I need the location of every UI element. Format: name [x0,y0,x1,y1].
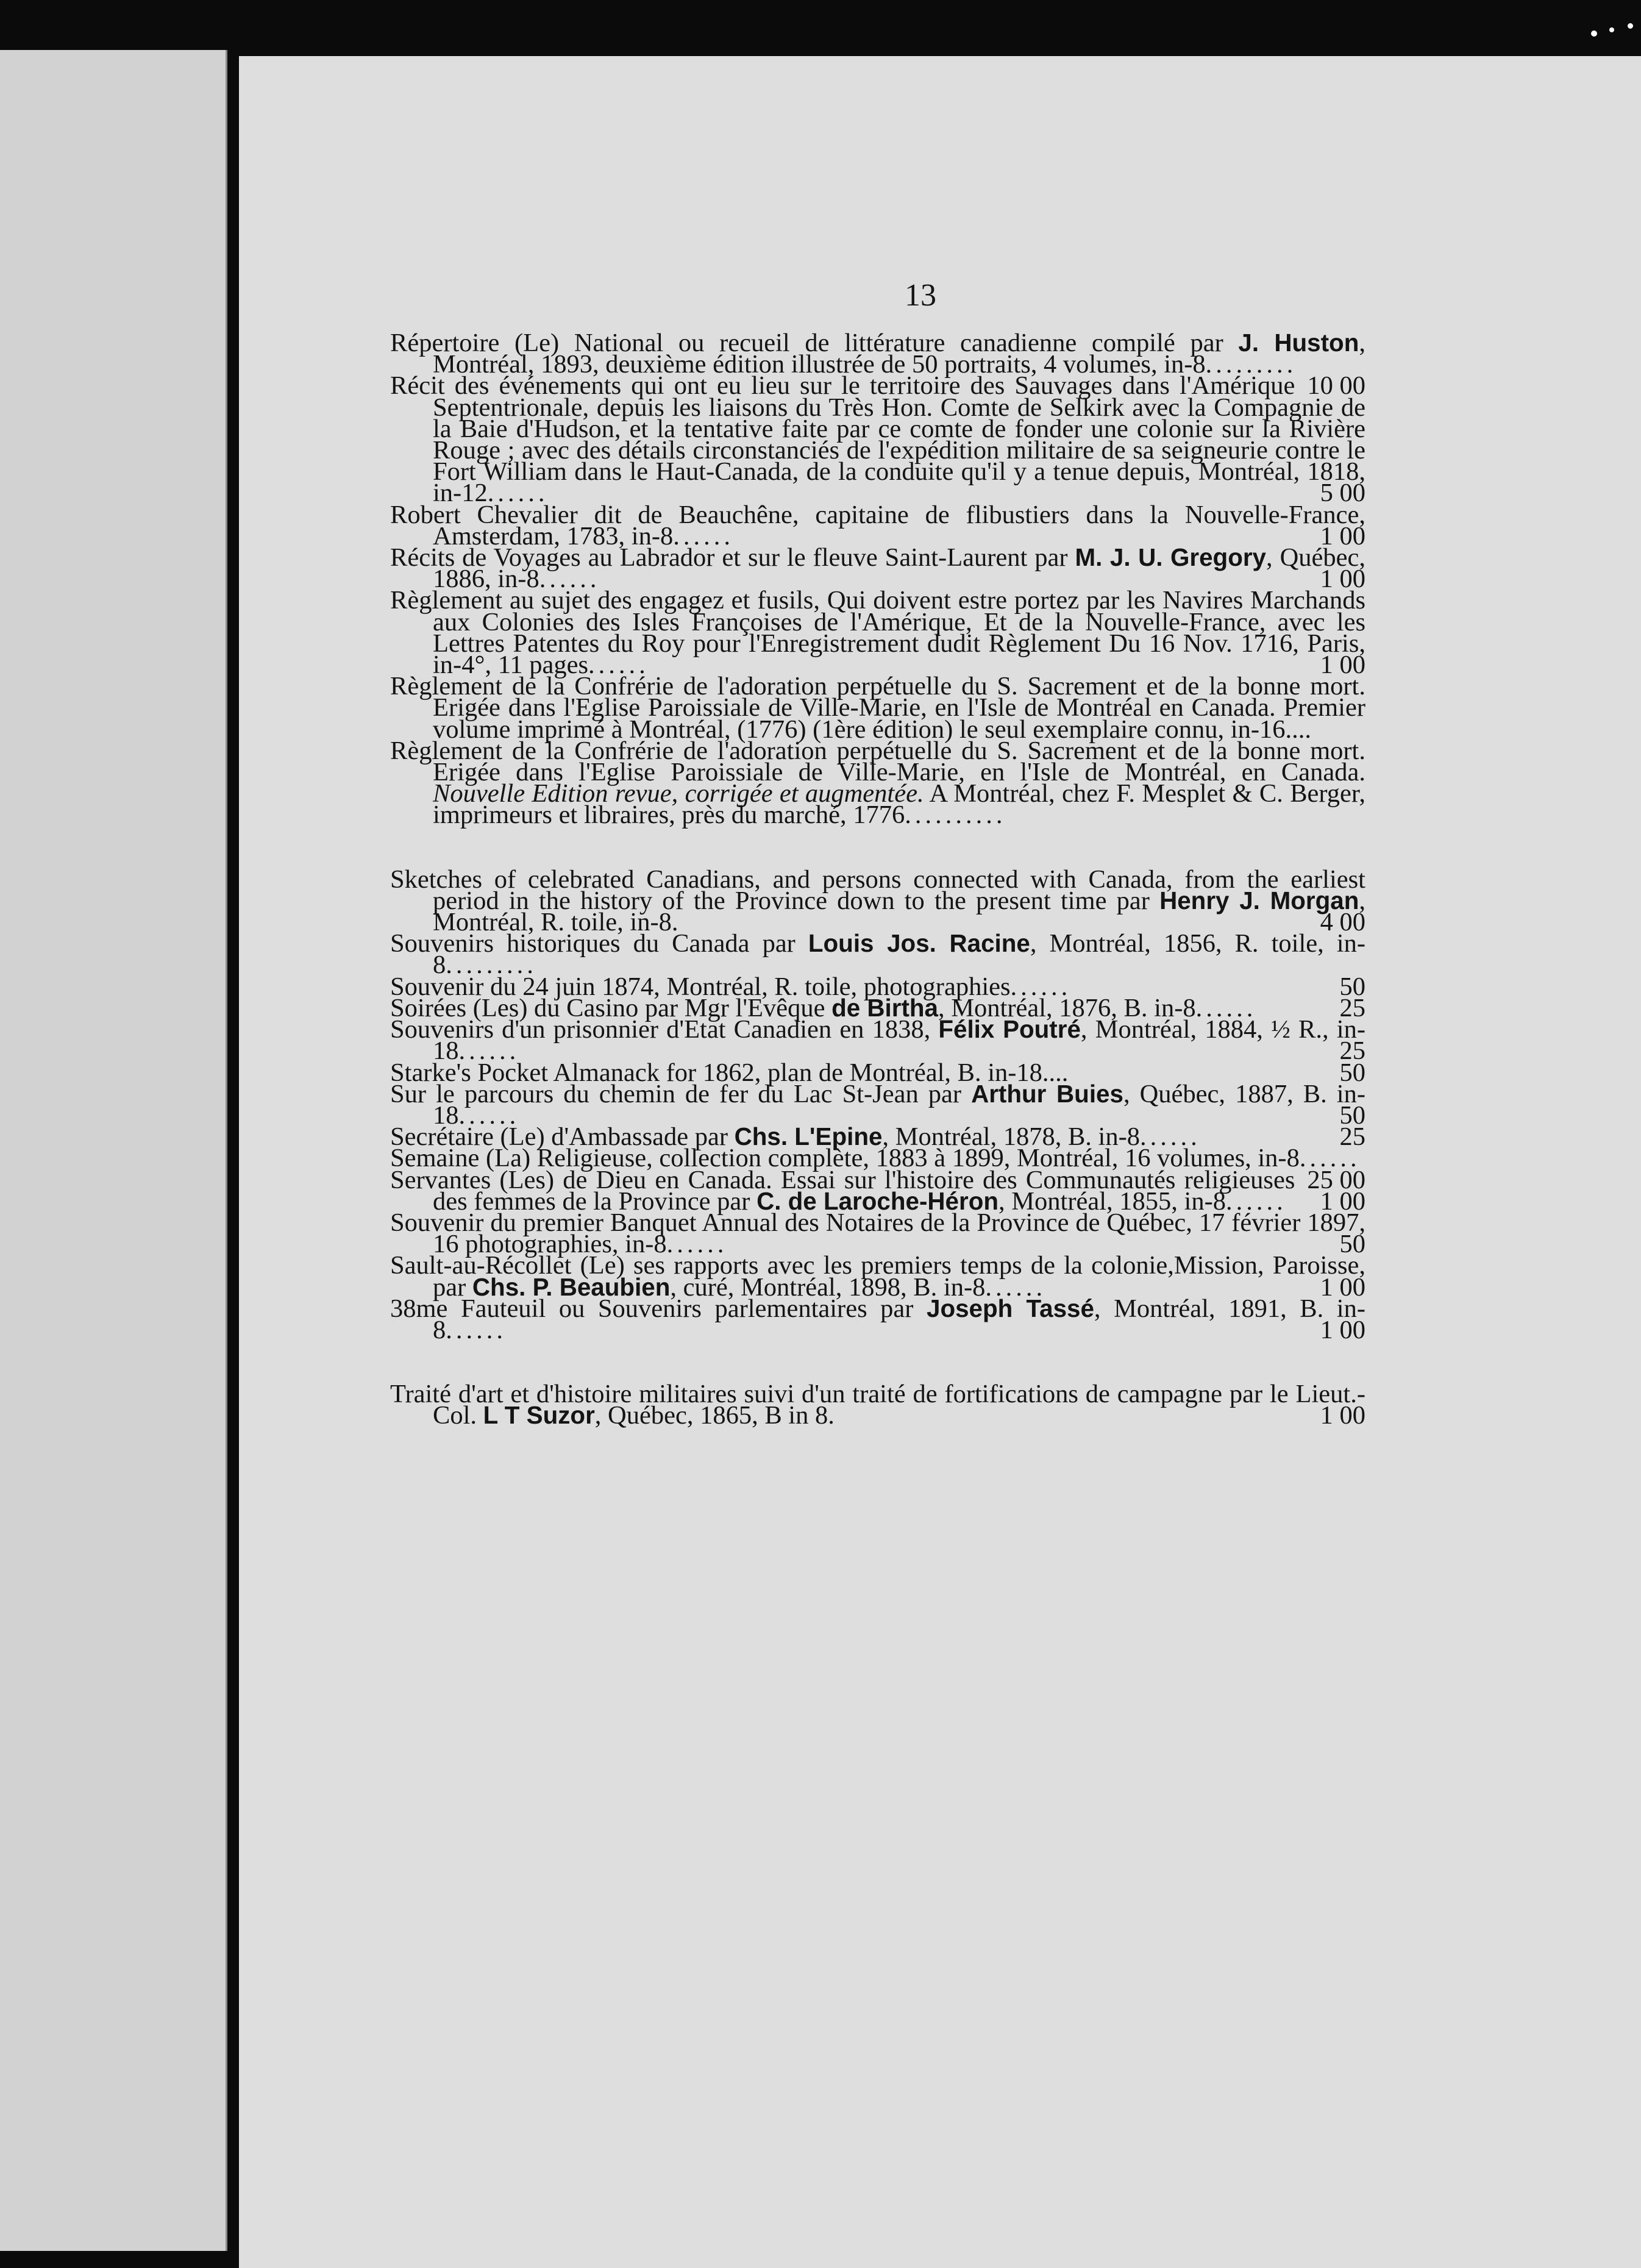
entry-text: , curé, Montréal, 1898, B. in-8 [670,1272,986,1302]
entry-recits-voyages: Récits de Voyages au Labrador et sur le fleuve Saint-Laurent par M. J. U. Gregory, Québec, 1886, in-8...... 1 00 [390,543,1365,594]
entry-price: 1 00 [1320,1186,1365,1216]
entry-text: , Montréal, 1876, B. in-8 [938,993,1196,1022]
entry-price: 25 [1339,1122,1365,1152]
entry-text: Semaine (La) Religieuse, collection complète, 1883 à 1899, Montréal, 16 volumes, in-8 [390,1144,1300,1173]
entry-text: , Québec, 1887, B. in-18 [433,1079,1365,1130]
entry-author: C. de Laroche-Héron [756,1186,999,1215]
entry-price: 4 00 [1320,908,1365,937]
entry-text: , Montréal, 1884, ½ R., in-18 [433,1015,1365,1066]
entry-price: 50 [1339,1100,1365,1130]
entry-text: , Montréal, 1893, deuxième édition illustrée de 50 portraits, 4 volumes, in-8 [433,329,1365,379]
entry-author: Henry J. Morgan [1159,886,1359,915]
scan-speck [1628,23,1633,29]
entry-price: 10 00 [1307,371,1365,401]
entry-author: Chs. P. Beaubien [472,1272,671,1301]
entry-soirees-casino: Soirées (Les) du Casino par Mgr l'Evêque de Birtha, Montréal, 1876, B. in-8...... 25 [390,993,1365,1022]
entry-text: Récit des événements qui ont eu lieu sur le territoire des Sauvages dans l'Amérique Septentrionale, depuis les liaisons du Très Hon. Comte de Selkirk avec la Compagnie de la Baie d'Hudson, et la tentative faite par ce comte de fonder une colonie sur la Rivière Rouge ; avec des détails circonstanciés de l'expédition militaire de sa seigneurie contre le Fort William dans le Haut-Canada, de la conduite qu'il y a tenue depuis, Montréal, 1818, in-12 [390,371,1365,508]
entry-text: Servantes (Les) de Dieu en Canada. Essai sur l'histoire des Communautés religieuses des femmes de la Province par [390,1165,1295,1216]
entry-price: 50 [1339,972,1365,1001]
entry-text: , Québec, 1865, B in 8. [594,1401,835,1430]
entry-traite-art-militaire [390,1380,1365,1430]
entry-text: Récits de Voyages au Labrador et sur le fleuve Saint-Laurent par [390,543,1075,572]
entry-text: Soirées (Les) du Casino par Mgr l'Evêque [390,993,832,1022]
entry-author: J. Huston [1238,329,1359,357]
entry-text: Sault-au-Récollet (Le) ses rapports avec les premiers temps de la colonie,Mission, Paroisse, par [390,1251,1365,1302]
entry-sault-au-recollet: Sault-au-Récollet (Le) ses rapports avec les premiers temps de la colonie,Mission, Paroisse, par Chs. P. Beaubien, curé, Montréal, 1898, B. in-8...... 1 00 [390,1251,1365,1302]
entry-reglement-confrerie-1 [390,672,1365,744]
entry-text: , Montréal, 1855, in-8 [998,1186,1226,1216]
entry-servantes-dieu: Servantes (Les) de Dieu en Canada. Essai sur l'histoire des Communautés religieuses des femmes de la Province par C. de Laroche-Héron, Montréal, 1855, in-8...... 1 00 [390,1165,1365,1216]
entry-robert-chevalier: Robert Chevalier dit de Beauchêne, capitaine de flibustiers dans la Nouvelle-France, Amsterdam, 1783, in-8...... 1 00 [390,500,1365,551]
entry-recit-evenements: Récit des événements qui ont eu lieu sur le territoire des Sauvages dans l'Amérique Septentrionale, depuis les liaisons du Très Hon. Comte de Selkirk avec la Compagnie de la Baie d'Hudson, et la tentative faite par ce comte de fonder une colonie sur la Rivière Rouge ; avec des détails circonstanciés de l'expédition militaire de sa seigneurie contre le Fort William dans le Haut-Canada, de la conduite qu'il y a tenue depuis, Montréal, 1818, in-12...... 5 00 [390,371,1365,508]
entry-price: 25 [1339,1036,1365,1066]
entry-author: Louis Jos. Racine [808,929,1030,958]
entry-repertoire-national: Répertoire (Le) National ou recueil de littérature canadienne compilé par J. Huston, Montréal, 1893, deuxième édition illustrée de 50 portraits, 4 volumes, in-8......... 10 00 [390,329,1365,401]
entry-author: Félix Poutré [938,1015,1081,1044]
entry-text: Sur le parcours du chemin de fer du Lac St-Jean par [390,1079,972,1108]
scan-speck [1591,30,1597,37]
entry-text: , Québec, 1886, in-8 [433,543,1365,594]
entry-author: L T Suzor [483,1401,595,1430]
entry-text: Souvenirs d'un prisonnier d'Etat Canadien en 1838, [390,1015,939,1044]
entry-text: Sketches of celebrated Canadians, and persons connected with Canada, from the earliest period in the history of the Province down to the present time par [390,865,1365,915]
entry-semaine-religieuse: Semaine (La) Religieuse, collection complète, 1883 à 1899, Montréal, 16 volumes, in-8...... 25 00 [390,1144,1365,1194]
entry-text: Souvenirs historiques du Canada par [390,929,808,958]
catalogue-entries [390,329,1366,1430]
entry-text: Répertoire (Le) National ou recueil de littérature canadienne compilé par [390,329,1239,357]
entry-price: 1 00 [1320,521,1365,551]
entry-souvenirs-prisonnier: Souvenirs d'un prisonnier d'Etat Canadien en 1838, Félix Poutré, Montréal, 1884, ½ R., in-18...... 25 [390,1015,1365,1066]
entry-price: 50 [1339,1058,1365,1087]
entry-price: 50 [1339,1230,1365,1259]
entry-price: 25 [1339,993,1365,1022]
entry-text: Robert Chevalier dit de Beauchêne, capitaine de flibustiers dans la Nouvelle-France, Amsterdam, 1783, in-8 [390,500,1365,551]
left-page-margin [0,50,227,2251]
entry-text: Souvenir du 24 juin 1874, Montréal, R. toile, photographies [390,972,1011,1001]
entry-price: 1 00 [1320,651,1365,680]
entry-price: 1 00 [1320,1315,1365,1344]
entry-sketches [390,865,1365,937]
entry-text: 38me Fauteuil ou Souvenirs parlementaires par [390,1294,927,1323]
entry-text: , Montréal, 1856, R. toile, in-8 [433,929,1365,980]
entry-text: Starke's Pocket Almanack for 1862, plan de Montréal, B. in-18.... [390,1058,1069,1087]
entry-price: 1 00 [1320,565,1365,594]
entry-text: Secrétaire (Le) d'Ambassade par [390,1122,735,1152]
entry-author: de Birtha [831,993,938,1022]
entry-author: Joseph Tassé [927,1294,1094,1322]
entry-secretaire-ambassade: Secrétaire (Le) d'Ambassade par Chs. L'Epine, Montréal, 1878, B. in-8...... 25 [390,1122,1365,1152]
entry-banquet-notaires: Souvenir du premier Banquet Annual des Notaires de la Province de Québec, 17 février 1897, 16 photographies, in-8...... 50 [390,1208,1365,1259]
entry-text: , Montréal, 1878, B. in-8 [882,1122,1141,1152]
entry-lac-st-jean: Sur le parcours du chemin de fer du Lac St-Jean par Arthur Buies, Québec, 1887, B. in-18...... 50 [390,1079,1365,1130]
entry-38me-fauteuil: 38me Fauteuil ou Souvenirs parlementaires par Joseph Tassé, Montréal, 1891, B. in-8...... 1 00 [390,1294,1366,1344]
entry-text: A Montréal, chez F. Mesplet & C. Berger, imprimeurs et libraires, près du marché, 1776 [433,779,1365,830]
entry-text: Traité d'art et d'histoire militaires suivi d'un traité de fortifications de campagne par le Lieut.-Col. [390,1380,1365,1430]
entry-price: 5 00 [1320,479,1365,508]
entry-reglement-confrerie-2: Règlement de la Confrérie de l'adoration perpétuelle du S. Sacrement et de la bonne mort. Erigée dans l'Eglise Paroissiale de Ville-Marie, en l'Isle de Montréal, en Canada. Nouvelle Edition revue, corrigée et augmentée. A Montréal, chez F. Mesplet & C. Berger, imprimeurs et libraires, près du marché, 1776.......... [390,736,1365,830]
entry-text: Règlement de la Confrérie de l'adoration perpétuelle du S. Sacrement et de la bonne mort. Erigée dans l'Eglise Paroissiale de Ville-Marie, en l'Isle de Montréal en Canada. Premier volume imprimé à Montréal, (1776) (1ère édition) le seul exemplaire connu, in-16.... [390,672,1365,744]
entry-text: Règlement au sujet des engagez et fusils, Qui doivent estre portez par les Navires Marchands aux Colonies des Isles Françoises de l'Amérique, Et de la Nouvelle-France, avec les Lettres Patentes du Roy pour l'Enregistrement dudit Règlement Du 16 Nov. 1716, Paris, in-4°, 11 pages [390,586,1365,680]
entry-souvenirs-historiques: Souvenirs historiques du Canada par Louis Jos. Racine, Montréal, 1856, R. toile, in-8......... [390,929,1365,980]
entry-reglement-engagez: Règlement au sujet des engagez et fusils, Qui doivent estre portez par les Navires Marchands aux Colonies des Isles Françoises de l'Amérique, Et de la Nouvelle-France, avec les Lettres Patentes du Roy pour l'Enregistrement dudit Règlement Du 16 Nov. 1716, Paris, in-4°, 11 pages...... 1 00 [390,586,1365,680]
page-number: 13 [905,278,936,313]
entry-author: M. J. U. Gregory [1075,543,1267,572]
entry-souvenir-24-juin: Souvenir du 24 juin 1874, Montréal, R. toile, photographies...... 50 [390,972,1365,1001]
scan-speck [1609,27,1614,32]
entry-text: , Montréal, 1891, B. in-8 [433,1294,1366,1344]
entry-text: Règlement de la Confrérie de l'adoration perpétuelle du S. Sacrement et de la bonne mort. Erigée dans l'Eglise Paroissiale de Ville-Marie, en l'Isle de Montréal, en Canada. [390,736,1365,787]
entry-italic: Nouvelle Edition revue, corrigée et augmentée. [433,779,924,808]
entry-text: Souvenir du premier Banquet Annual des Notaires de la Province de Québec, 17 février 1897, 16 photographies, in-8 [390,1208,1365,1259]
entry-price: 1 00 [1320,1272,1365,1302]
entry-author: Chs. L'Epine [734,1122,883,1151]
entry-text: , Montréal, R. toile, in-8. [433,886,1365,937]
entry-price: 1 00 [1320,1401,1365,1430]
entry-price: 25 00 [1307,1165,1365,1194]
entry-author: Arthur Buies [971,1079,1123,1108]
